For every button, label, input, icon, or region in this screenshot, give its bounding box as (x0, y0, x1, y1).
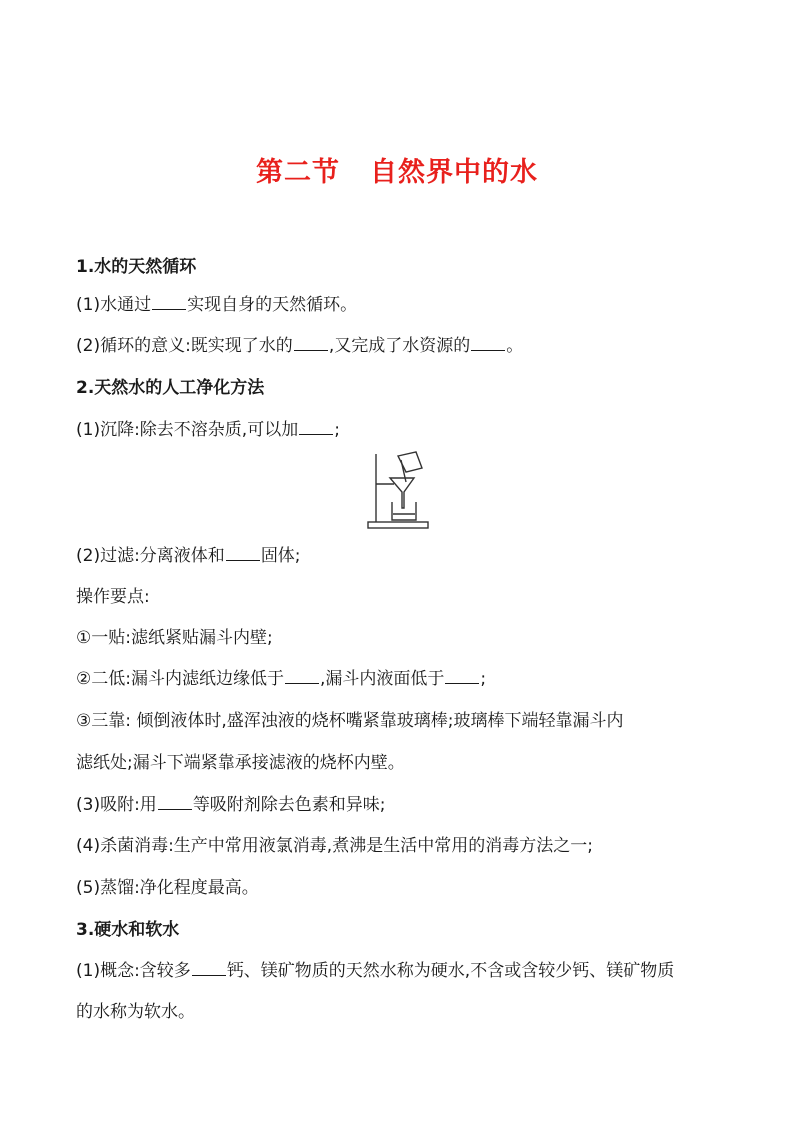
s1-line-2: (2)循环的意义:既实现了水的 ,又完成了水资源的 。 (76, 336, 524, 356)
s3-line-2: 的水称为软水。 (76, 1002, 195, 1022)
s2-line-6: ③三靠: 倾倒液体时,盛浑浊液的烧杯嘴紧靠玻璃棒;玻璃棒下端轻靠漏斗内 (76, 711, 624, 731)
s2-line-3: 操作要点: (76, 587, 150, 607)
section-2-heading: 2.天然水的人工净化方法 (76, 378, 265, 398)
s2-line-4: ①一贴:滤纸紧贴漏斗内壁; (76, 628, 273, 648)
s2-line-9: (4)杀菌消毒:生产中常用液氯消毒,煮沸是生活中常用的消毒方法之一; (76, 836, 593, 856)
title-section-number: 第二节 (256, 157, 340, 188)
title-section-name: 自然界中的水 (370, 157, 538, 188)
fill-blank (226, 545, 260, 561)
fill-blank (471, 335, 505, 351)
fill-blank (299, 419, 333, 435)
s2-line-7: 滤纸处;漏斗下端紧靠承接滤液的烧杯内壁。 (76, 753, 405, 773)
fill-blank (285, 668, 319, 684)
s2-line-2: (2)过滤:分离液体和 固体; (76, 546, 301, 566)
s3-line-1: (1)概念:含较多 钙、镁矿物质的天然水称为硬水,不含或含较少钙、镁矿物质 (76, 961, 675, 981)
filtration-apparatus-icon (366, 450, 430, 530)
fill-blank (192, 960, 226, 976)
fill-blank (152, 294, 186, 310)
s1-line-1: (1)水通过 实现自身的天然循环。 (76, 295, 358, 315)
s2-line-5: ②二低:漏斗内滤纸边缘低于 ,漏斗内液面低于 ; (76, 669, 487, 689)
fill-blank (445, 668, 479, 684)
fill-blank (294, 335, 328, 351)
s2-line-1: (1)沉降:除去不溶杂质,可以加 ; (76, 420, 340, 440)
page-title (0, 150, 794, 189)
fill-blank (158, 794, 192, 810)
section-3-heading: 3.硬水和软水 (76, 920, 180, 940)
s2-line-8: (3)吸附:用 等吸附剂除去色素和异味; (76, 795, 386, 815)
s2-line-10: (5)蒸馏:净化程度最高。 (76, 878, 259, 898)
section-1-heading: 1.水的天然循环 (76, 257, 197, 277)
